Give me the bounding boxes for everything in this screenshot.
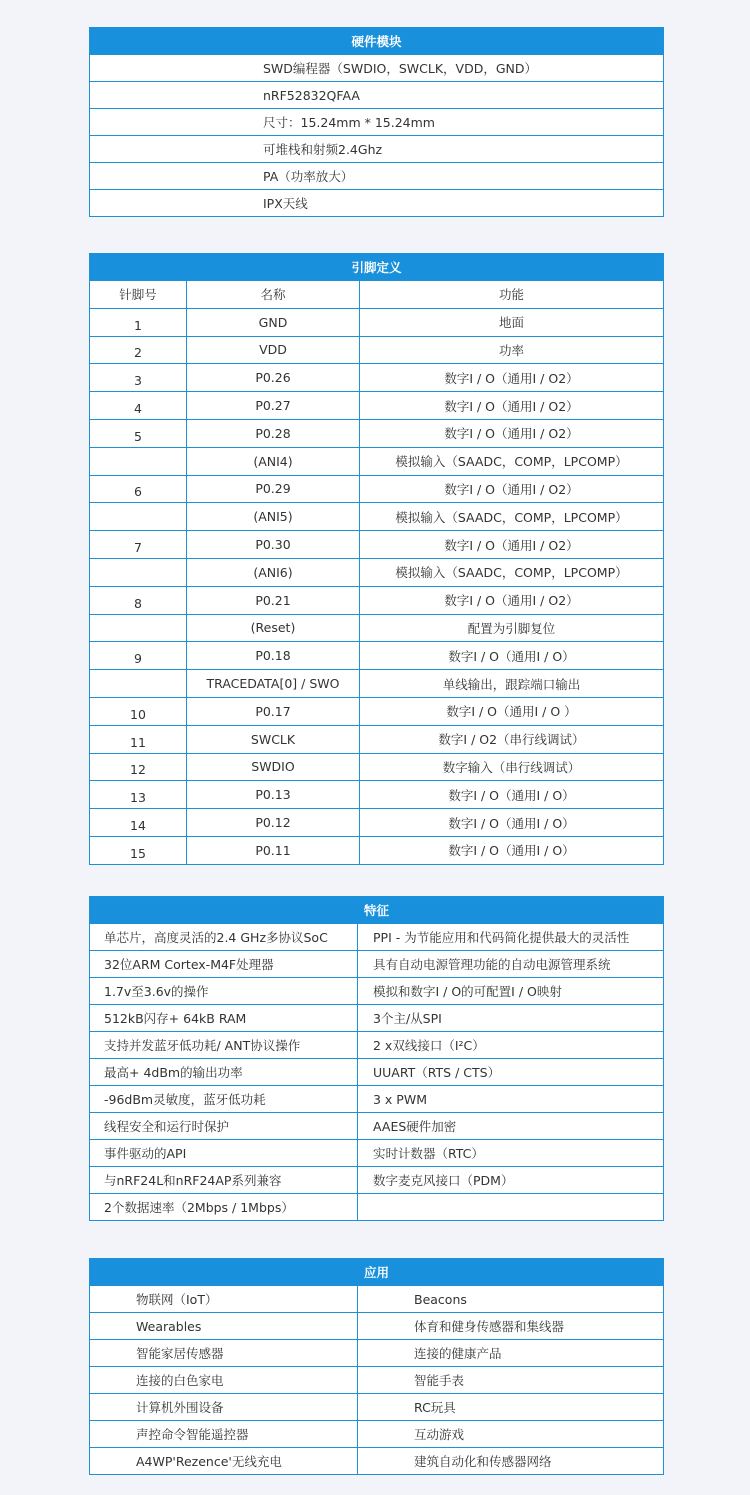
- hardware-module-table: [89, 27, 664, 217]
- hardware-item: SWD编程器（SWDIO，SWCLK，VDD，GND）: [263, 61, 538, 76]
- table-row: [90, 1393, 663, 1420]
- applications-table: [89, 1258, 664, 1475]
- feature-right: 3 x PWM: [357, 1086, 663, 1112]
- table-row: [90, 1139, 663, 1166]
- table-row: [90, 419, 663, 447]
- pin-function: 配置为引脚复位: [359, 615, 663, 642]
- pin-name: SWDIO: [186, 754, 359, 781]
- feature-right: AAES硬件加密: [357, 1113, 663, 1139]
- pin-number: 9: [134, 651, 142, 667]
- application-right: RC玩具: [357, 1394, 663, 1420]
- feature-right: 3个主/从SPI: [357, 1005, 663, 1031]
- pin-number: 12: [130, 762, 146, 778]
- feature-right: [357, 1194, 663, 1220]
- feature-left: 支持并发蓝牙低功耗/ ANT协议操作: [104, 1038, 301, 1053]
- pin-name: P0.28: [186, 420, 359, 447]
- table-row: [90, 1447, 663, 1474]
- pin-name: TRACEDATA[0] / SWO: [186, 670, 359, 697]
- pin-number: [90, 448, 186, 475]
- table-row: [90, 753, 663, 781]
- pin-function: 数字I / O（通用I / O2）: [359, 392, 663, 419]
- hardware-module-title: 硬件模块: [90, 28, 663, 54]
- table-row: [90, 162, 663, 189]
- pin-function: 数字I / O（通用I / O2）: [359, 420, 663, 447]
- pin-function: 模拟输入（SAADC，COMP，LPCOMP）: [359, 448, 663, 475]
- table-row: [90, 950, 663, 977]
- application-left: 计算机外围设备: [136, 1400, 224, 1415]
- table-row: [90, 336, 663, 364]
- table-row: [90, 189, 663, 216]
- pin-number: 13: [130, 790, 146, 806]
- table-row: [90, 725, 663, 753]
- feature-right: PPI - 为节能应用和代码简化提供最大的灵活性: [357, 924, 663, 950]
- table-row: [90, 836, 663, 864]
- application-left: Wearables: [136, 1318, 202, 1334]
- pin-number: [90, 503, 186, 530]
- header-name: 名称: [186, 281, 359, 308]
- pin-function: 功率: [359, 337, 663, 364]
- hardware-item: 尺寸：15.24mm * 15.24mm: [263, 115, 435, 130]
- table-row: [90, 502, 663, 530]
- table-row: [90, 1031, 663, 1058]
- feature-right: 2 x双线接口（I²C）: [357, 1032, 663, 1058]
- pin-name: P0.21: [186, 587, 359, 614]
- pin-name: (ANI6): [186, 559, 359, 586]
- feature-left: 事件驱动的API: [104, 1146, 187, 1161]
- feature-left: 2个数据速率（2Mbps / 1Mbps）: [104, 1200, 294, 1215]
- hardware-item: PA（功率放大）: [263, 169, 354, 184]
- table-row: [90, 1339, 663, 1366]
- applications-title: 应用: [90, 1259, 663, 1285]
- pin-number: 1: [134, 317, 142, 333]
- pin-definition-table: [89, 253, 664, 865]
- table-row: [90, 308, 663, 336]
- feature-left: 32位ARM Cortex-M4F处理器: [104, 957, 274, 972]
- pin-number: 11: [130, 734, 146, 750]
- table-row: [90, 614, 663, 642]
- pin-definition-title: 引脚定义: [90, 254, 663, 280]
- pin-function: 数字I / O（通用I / O ）: [359, 698, 663, 725]
- table-row: [90, 1193, 663, 1220]
- application-right: 体育和健身传感器和集线器: [357, 1313, 663, 1339]
- pin-name: P0.12: [186, 809, 359, 836]
- header-pin-number: 针脚号: [119, 287, 157, 303]
- table-row: [90, 923, 663, 950]
- pin-name: (Reset): [186, 615, 359, 642]
- pin-function: 单线输出，跟踪端口输出: [359, 670, 663, 697]
- pin-number: 14: [130, 817, 146, 833]
- table-row: [90, 1420, 663, 1447]
- table-row: [90, 135, 663, 162]
- application-left: 物联网（IoT）: [136, 1292, 218, 1307]
- pin-number: [90, 670, 186, 697]
- pin-function: 数字I / O（通用I / O2）: [359, 587, 663, 614]
- pin-name: P0.27: [186, 392, 359, 419]
- application-right: 互动游戏: [357, 1421, 663, 1447]
- application-left: 智能家居传感器: [136, 1346, 224, 1361]
- table-row: [90, 54, 663, 81]
- feature-right: UUART（RTS / CTS）: [357, 1059, 663, 1085]
- pin-name: VDD: [186, 337, 359, 364]
- table-row: [90, 363, 663, 391]
- pin-number: 7: [134, 539, 142, 555]
- feature-right: 模拟和数字I / O的可配置I / O映射: [357, 978, 663, 1004]
- application-right: 建筑自动化和传感器网络: [357, 1448, 663, 1474]
- feature-left: 单芯片，高度灵活的2.4 GHz多协议SoC: [104, 930, 328, 945]
- table-row: [90, 558, 663, 586]
- pin-name: (ANI4): [186, 448, 359, 475]
- pin-name: SWCLK: [186, 726, 359, 753]
- table-row: [90, 530, 663, 558]
- pin-name: P0.30: [186, 531, 359, 558]
- table-row: [90, 697, 663, 725]
- hardware-item: 可堆栈和射频2.4Ghz: [263, 142, 383, 157]
- pin-function: 模拟输入（SAADC，COMP，LPCOMP）: [359, 503, 663, 530]
- pin-function: 数字I / O2（串行线调试）: [359, 726, 663, 753]
- table-header-row: [90, 280, 663, 308]
- header-function: 功能: [359, 281, 663, 308]
- table-row: [90, 780, 663, 808]
- feature-right: 数字麦克风接口（PDM）: [357, 1167, 663, 1193]
- features-table: [89, 896, 664, 1221]
- feature-left: 最高+ 4dBm的输出功率: [104, 1065, 243, 1080]
- application-right: Beacons: [357, 1286, 663, 1312]
- features-title: 特征: [90, 897, 663, 923]
- pin-name: P0.18: [186, 642, 359, 669]
- pin-function: 数字I / O（通用I / O）: [359, 837, 663, 864]
- table-row: [90, 1058, 663, 1085]
- pin-function: 数字I / O（通用I / O）: [359, 809, 663, 836]
- feature-left: 线程安全和运行时保护: [104, 1119, 230, 1134]
- application-left: A4WP'Rezence'无线充电: [136, 1454, 282, 1469]
- table-row: [90, 1085, 663, 1112]
- feature-left: 1.7v至3.6v的操作: [104, 984, 209, 999]
- pin-name: P0.13: [186, 781, 359, 808]
- feature-right: 实时计数器（RTC）: [357, 1140, 663, 1166]
- pin-number: 5: [134, 428, 142, 444]
- pin-function: 数字I / O（通用I / O）: [359, 781, 663, 808]
- table-row: [90, 1285, 663, 1312]
- table-row: [90, 1312, 663, 1339]
- table-row: [90, 977, 663, 1004]
- pin-number: 10: [130, 706, 146, 722]
- pin-number: 2: [134, 345, 142, 361]
- pin-number: [90, 559, 186, 586]
- pin-number: [90, 615, 186, 642]
- pin-function: 地面: [359, 309, 663, 336]
- table-row: [90, 586, 663, 614]
- pin-number: 6: [134, 484, 142, 500]
- pin-number: 3: [134, 373, 142, 389]
- table-row: [90, 1004, 663, 1031]
- pin-number: 8: [134, 595, 142, 611]
- feature-left: -96dBm灵敏度，蓝牙低功耗: [104, 1092, 266, 1107]
- pin-name: (ANI5): [186, 503, 359, 530]
- application-right: 连接的健康产品: [357, 1340, 663, 1366]
- pin-name: GND: [186, 309, 359, 336]
- hardware-item: nRF52832QFAA: [263, 87, 360, 103]
- application-left: 声控命令智能遥控器: [136, 1427, 249, 1442]
- table-row: [90, 808, 663, 836]
- table-row: [90, 669, 663, 697]
- table-row: [90, 1166, 663, 1193]
- pin-name: P0.17: [186, 698, 359, 725]
- table-row: [90, 81, 663, 108]
- table-row: [90, 641, 663, 669]
- feature-left: 与nRF24L和nRF24AP系列兼容: [104, 1173, 282, 1188]
- pin-function: 数字I / O（通用I / O2）: [359, 531, 663, 558]
- table-row: [90, 447, 663, 475]
- pin-function: 数字I / O（通用I / O2）: [359, 476, 663, 503]
- pin-number: 4: [134, 400, 142, 416]
- feature-left: 512kB闪存+ 64kB RAM: [104, 1011, 247, 1026]
- pin-number: 15: [130, 845, 146, 861]
- table-row: [90, 1112, 663, 1139]
- table-row: [90, 391, 663, 419]
- table-row: [90, 108, 663, 135]
- table-row: [90, 475, 663, 503]
- pin-name: P0.26: [186, 364, 359, 391]
- pin-function: 模拟输入（SAADC，COMP，LPCOMP）: [359, 559, 663, 586]
- application-right: 智能手表: [357, 1367, 663, 1393]
- application-left: 连接的白色家电: [136, 1373, 224, 1388]
- hardware-item: IPX天线: [263, 196, 308, 211]
- pin-function: 数字I / O（通用I / O2）: [359, 364, 663, 391]
- table-row: [90, 1366, 663, 1393]
- feature-right: 具有自动电源管理功能的自动电源管理系统: [357, 951, 663, 977]
- pin-function: 数字I / O（通用I / O）: [359, 642, 663, 669]
- pin-function: 数字输入（串行线调试）: [359, 754, 663, 781]
- pin-name: P0.29: [186, 476, 359, 503]
- pin-name: P0.11: [186, 837, 359, 864]
